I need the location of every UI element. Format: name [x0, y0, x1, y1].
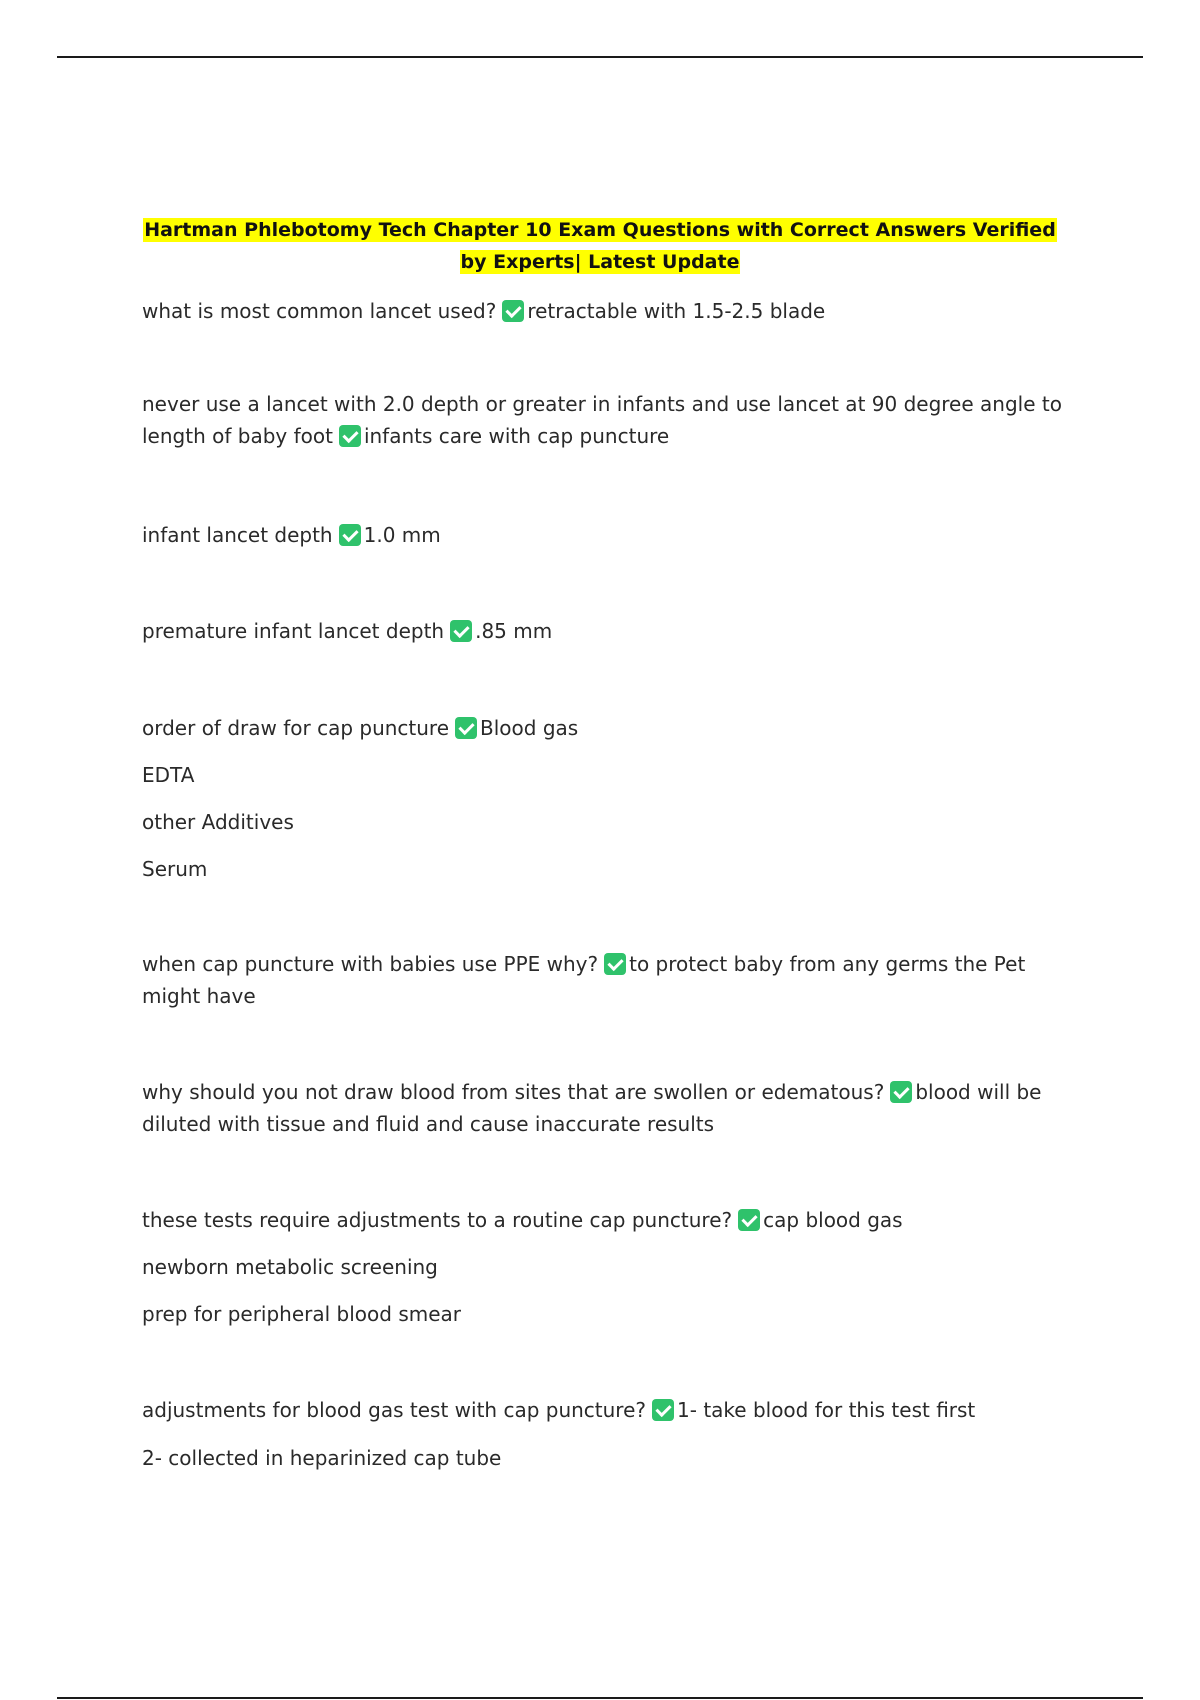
check-mark-icon [455, 717, 477, 739]
qa-item [142, 295, 1072, 327]
qa-item [142, 948, 1072, 1012]
question-text: adjustments for blood gas test with cap puncture? [142, 1398, 647, 1422]
answer-continuation-line: newborn metabolic screening [142, 1255, 438, 1279]
check-mark-icon [339, 524, 361, 546]
check-mark-icon [604, 953, 626, 975]
answer-continuation-line: EDTA [142, 763, 195, 787]
answer-text: to protect baby from any germs the Pet might have [142, 952, 1026, 1008]
check-mark-icon [450, 620, 472, 642]
answer-text: 1- take blood for this test first [677, 1398, 976, 1422]
question-text: infant lancet depth [142, 523, 333, 547]
question-text: these tests require adjustments to a routine cap puncture? [142, 1208, 733, 1232]
check-mark-icon [738, 1209, 760, 1231]
answer-text: infants care with cap puncture [363, 424, 670, 448]
answer-text: .85 mm [475, 619, 553, 643]
question-text: order of draw for cap puncture [142, 716, 450, 740]
answer-continuation-line: Serum [142, 857, 208, 881]
qa-item [142, 519, 1072, 551]
bottom-rule [57, 1697, 1143, 1699]
check-mark-icon [339, 425, 361, 447]
check-mark-icon [652, 1399, 674, 1421]
answer-continuation-line: 2- collected in heparinized cap tube [142, 1446, 502, 1470]
document-title-text: Hartman Phlebotomy Tech Chapter 10 Exam Questions with Correct Answers Verified by Experts| Latest Update [144, 219, 1056, 273]
answer-text: 1.0 mm [363, 523, 441, 547]
qa-item [142, 388, 1072, 452]
qa-item [142, 1204, 1072, 1236]
qa-item [142, 712, 1072, 744]
question-text: when cap puncture with babies use PPE why? [142, 952, 599, 976]
answer-continuation-line: prep for peripheral blood smear [142, 1302, 462, 1326]
qa-item [142, 1076, 1072, 1140]
answer-text: blood will be diluted with tissue and fluid and cause inaccurate results [142, 1080, 1042, 1136]
question-text: what is most common lancet used? [142, 299, 497, 323]
answer-continuation-line: other Additives [142, 810, 294, 834]
question-text: never use a lancet with 2.0 depth or greater in infants and use lancet at 90 degree angle to length of baby foot [142, 392, 1062, 448]
answer-text: cap blood gas [763, 1208, 903, 1232]
question-text: why should you not draw blood from sites that are swollen or edematous? [142, 1080, 885, 1104]
check-mark-icon [502, 300, 524, 322]
check-mark-icon [890, 1081, 912, 1103]
top-rule [57, 56, 1143, 58]
document-title [130, 214, 1070, 278]
question-text: premature infant lancet depth [142, 619, 445, 643]
answer-text: Blood gas [480, 716, 579, 740]
qa-item [142, 615, 1072, 647]
qa-item [142, 1394, 1072, 1426]
answer-text: retractable with 1.5-2.5 blade [527, 299, 826, 323]
